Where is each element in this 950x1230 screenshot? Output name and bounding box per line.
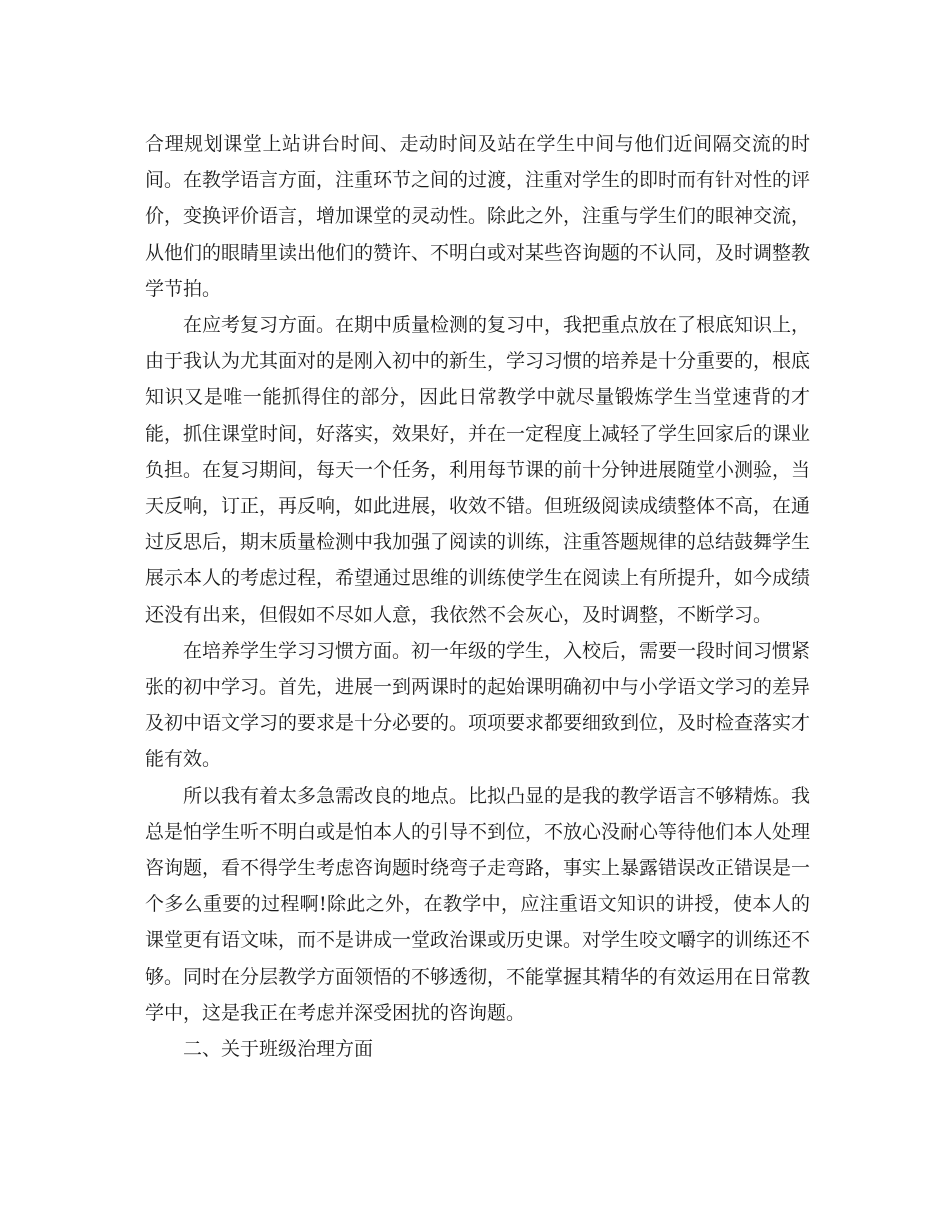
- paragraph-classroom-language: 合理规划课堂上站讲台时间、走动时间及站在学生中间与他们近间隔交流的时间。在教学语言方面，注重环节之间的过渡，注重对学生的即时而有针对性的评价，变换评价语言，增加课堂的灵动性。除此之外，注重与学生们的眼神交流，从他们的眼睛里读出他们的赞许、不明白或对某些咨询题的不认同，及时调整教学节拍。: [145, 133, 811, 300]
- paragraph-exam-review: 在应考复习方面。在期中质量检测的复习中，我把重点放在了根底知识上，由于我认为尤其面对的是刚入初中的新生，学习习惯的培养是十分重要的，根底知识又是唯一能抓得住的部分，因此日常教学中就尽量锻炼学生当堂速背的才能，抓住课堂时间，好落实，效果好，并在一定程度上减轻了学生回家后的课业负担。在复习期间，每天一个任务，利用每节课的前十分钟进展随堂小测验，当天反响，订正，再反响，如此进展，收效不错。但班级阅读成绩整体不高，在通过反思后，期末质量检测中我加强了阅读的训练，注重答题规律的总结鼓舞学生展示本人的考虑过程，希望通过思维的训练使学生在阅读上有所提升，如今成绩还没有出来，但假如不尽如人意，我依然不会灰心，及时调整，不断学习。: [145, 314, 811, 626]
- paragraph-improvements: 所以我有着太多急需改良的地点。比拟凸显的是我的教学语言不够精炼。我总是怕学生听不明白或是怕本人的引导不到位，不放心没耐心等待他们本人处理咨询题，看不得学生考虑咨询题时绕弯子走弯路，事实上暴露错误改正错误是一个多么重要的过程啊!除此之外，在教学中，应注重语文知识的讲授，使本人的课堂更有语文味，而不是讲成一堂政治课或历史课。对学生咬文嚼字的训练还不够。同时在分层教学方面领悟的不够透彻，不能掌握其精华的有效运用在日常教学中，这是我正在考虑并深受困扰的咨询题。: [145, 784, 811, 1024]
- paragraph-study-habits: 在培养学生学习习惯方面。初一年级的学生，入校后，需要一段时间习惯紧张的初中学习。首先，进展一到两课时的起始课明确初中与小学语文学习的差异及初中语文学习的要求是十分必要的。项项要求都要细致到位，及时检查落实才能有效。: [145, 639, 811, 771]
- document-body: [145, 126, 810, 1067]
- section-heading: 二、关于班级治理方面: [183, 1038, 374, 1061]
